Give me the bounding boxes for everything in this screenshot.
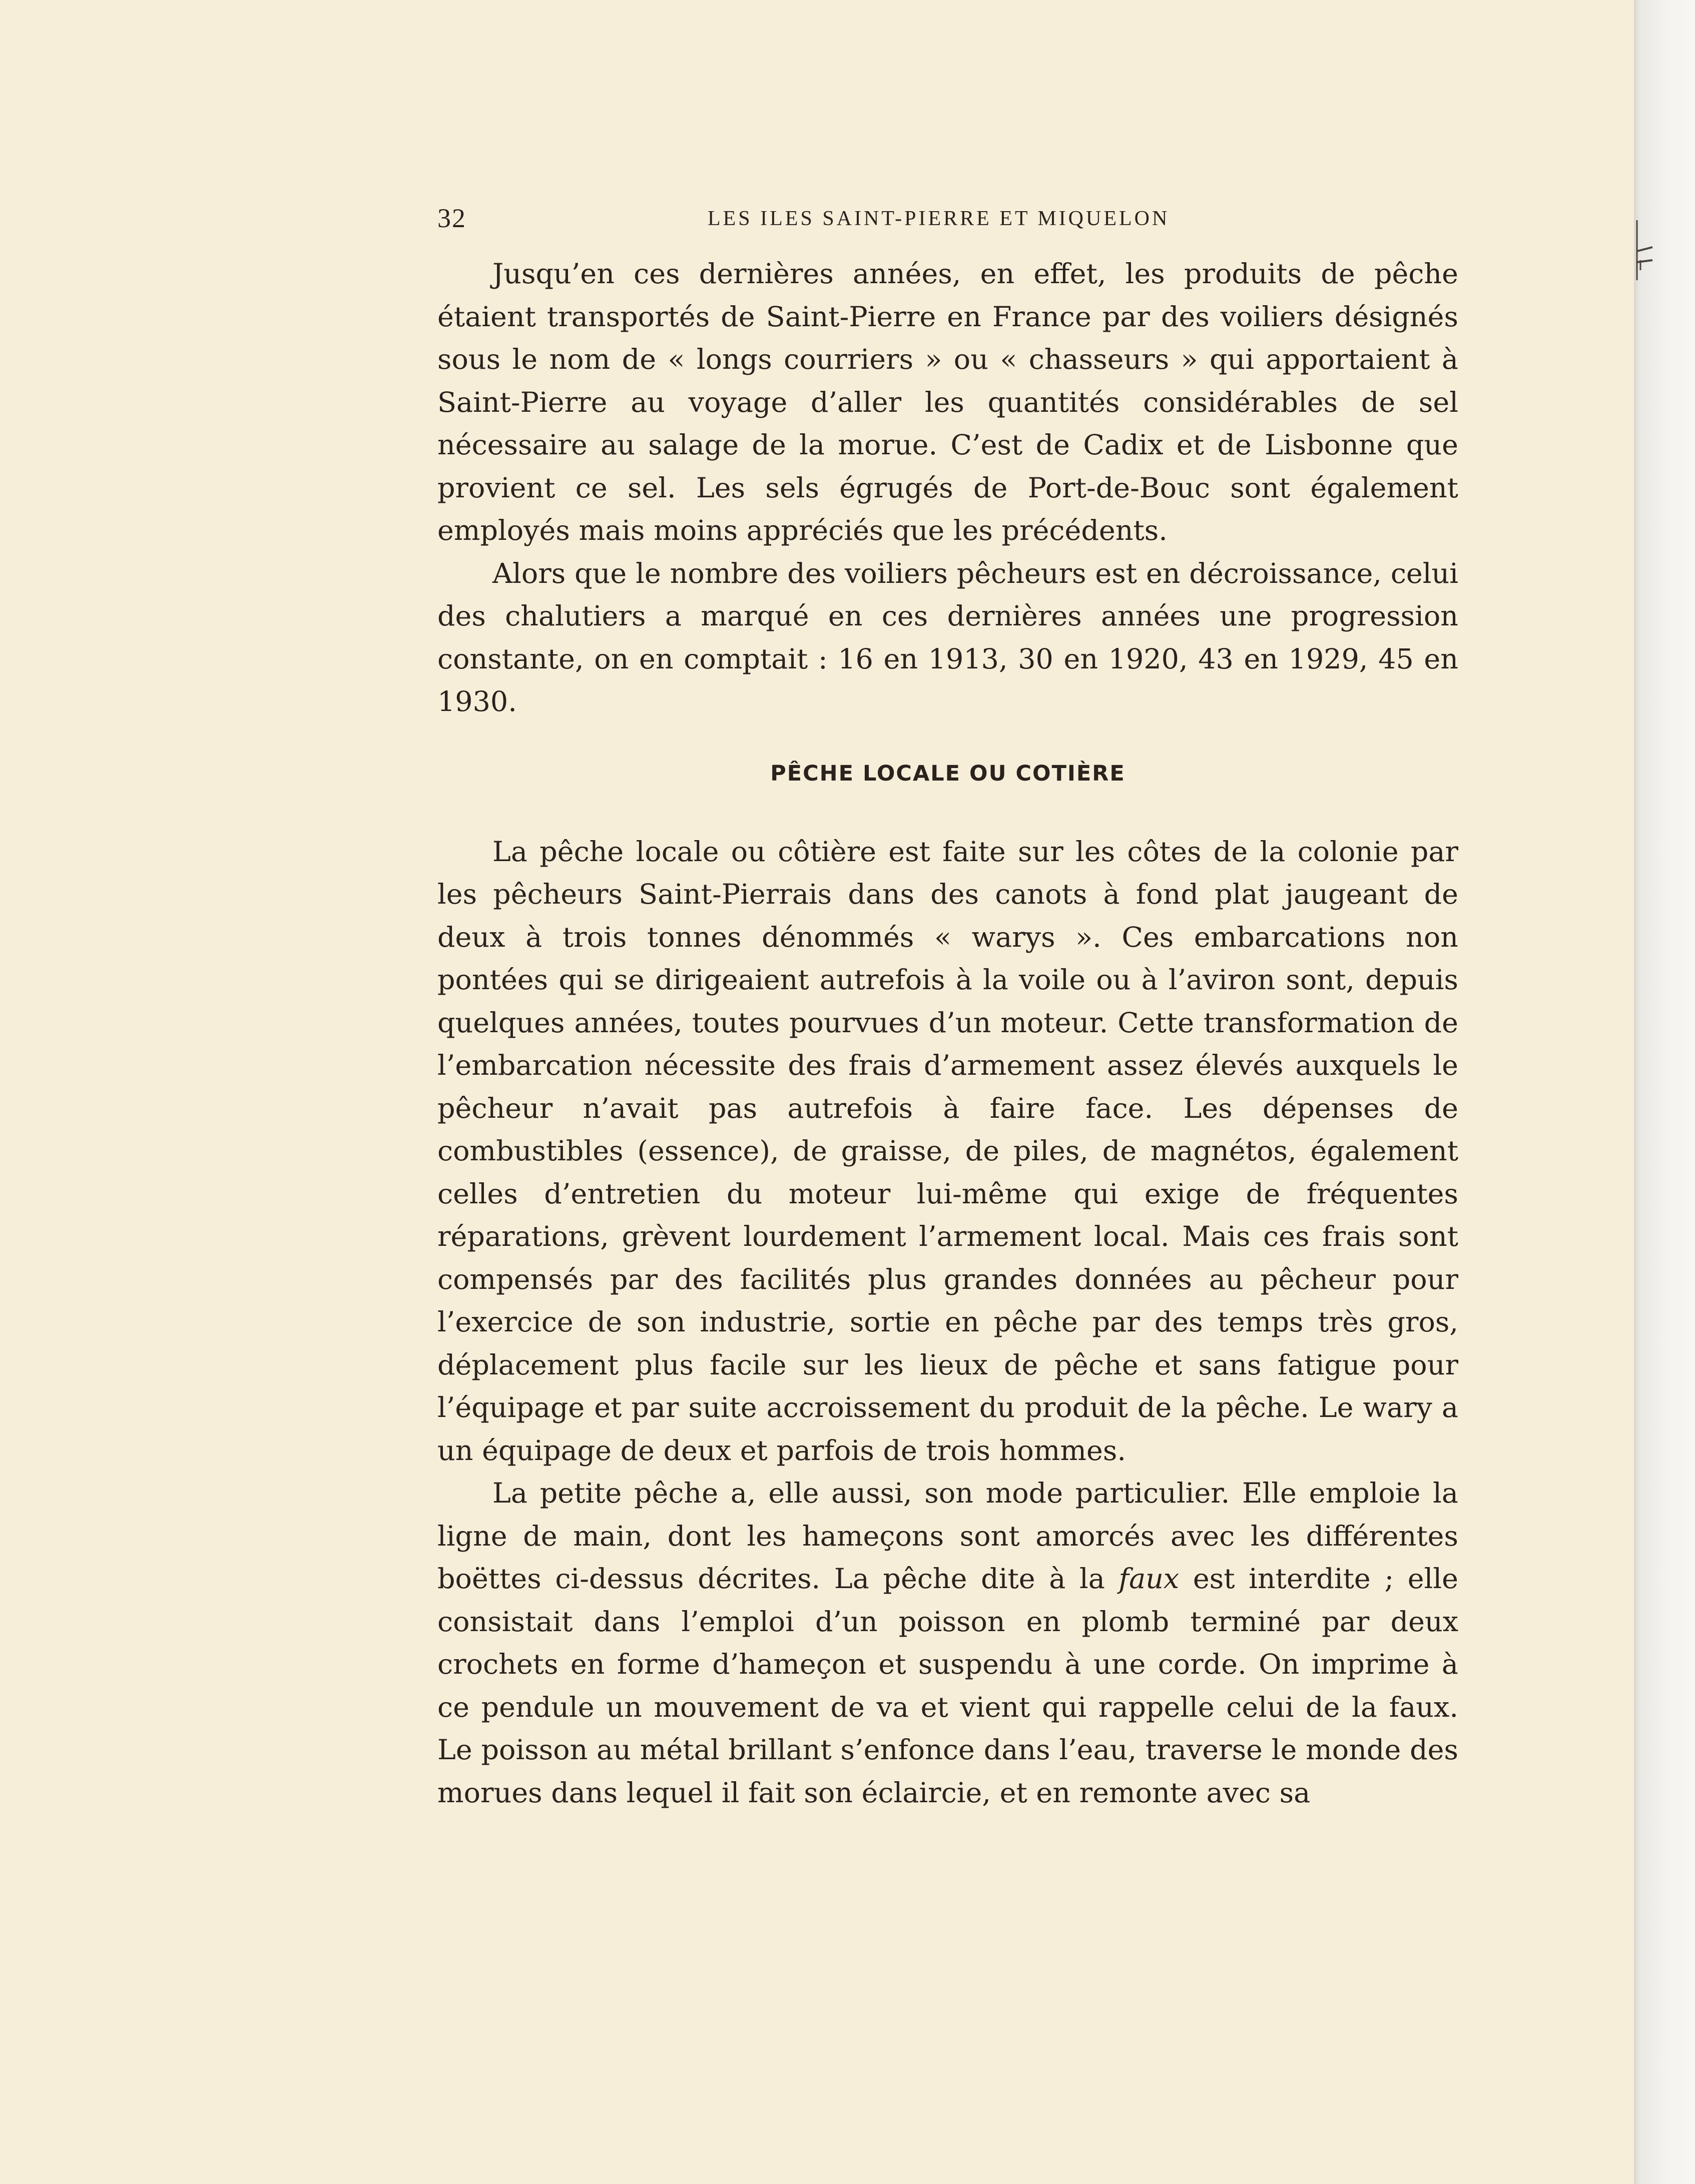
body-text	[437, 253, 1458, 1814]
running-title: LES ILES SAINT-PIERRE ET MIQUELON	[708, 207, 1170, 230]
paragraph-3: La pêche locale ou côtière est faite sur les côtes de la colonie par les pêcheurs Saint-Pierrais dans des canots à fond plat jaugeant de deux à trois tonnes dénommés « warys ». Ces embarcations non pontées qui se dirigeaient autrefois à la voile ou à l’aviron sont, depuis quelques années, toutes pourvues d’un moteur. Cette transformation de l’embarcation nécessite des frais d’armement assez élevés auxquels le pêcheur n’avait pas autrefois à faire face. Les dépenses de combustibles (essence), de graisse, de piles, de magnétos, également celles d’entretien du moteur lui-même qui exige de fréquentes réparations, grèvent lourdement l’armement local. Mais ces frais sont compensés par des facilités plus grandes données au pêcheur pour l’exercice de son industrie, sortie en pêche par des temps très gros, déplacement plus facile sur les lieux de pêche et sans fatigue pour l’équipage et par suite accroissement du produit de la pêche. Le wary a un équipage de deux et parfois de trois hommes.	[437, 835, 1458, 1467]
paragraph-2: Alors que le nombre des voiliers pêcheurs est en décroissance, celui des chalutiers a marqué en ces dernières années une progression constante, on en comptait : 16 en 1913, 30 en 1920, 43 en 1929, 45 en 1930.	[437, 557, 1458, 718]
paragraph-1: Jusqu’en ces dernières années, en effet, les produits de pêche étaient transportés de Saint-Pierre en France par des voiliers désignés sous le nom de « longs courriers » ou « chasseurs » qui apportaient à Saint-Pierre au voyage d’aller les quantités considérables de sel nécessaire au salage de la morue. C’est de Cadix et de Lisbonne que provient ce sel. Les sels égrugés de Port-de-Bouc sont également employés mais moins appréciés que les précédents.	[437, 258, 1458, 547]
page-edge	[1634, 0, 1695, 2184]
paragraph-4	[437, 1472, 1458, 1814]
paragraph-4-part-2: est interdite ; elle consistait dans l’emploi d’un poisson en plomb terminé par deux crochets en forme d’hameçon et suspendu à une corde. On imprime à ce pendule un mouvement de va et vient qui rappelle celui de la faux. Le poisson au métal brillant s’enfonce dans l’eau, traverse le monde des morues dans lequel il fait son éclaircie, et en remonte avec sa	[437, 1563, 1458, 1809]
section-title: PÊCHE LOCALE OU COTIÈRE	[770, 761, 1125, 786]
paragraph-4-italic-word: faux	[1118, 1563, 1180, 1595]
margin-mark	[1635, 220, 1665, 280]
page-number: 32	[437, 203, 466, 233]
paragraph-4-part-1: La petite pêche a, elle aussi, son mode particulier. Elle emploie la ligne de main, dont les hameçons sont amorcés avec les différentes boëttes ci-dessus décrites. La pêche dite à la	[437, 1477, 1458, 1595]
running-head	[437, 203, 1458, 233]
